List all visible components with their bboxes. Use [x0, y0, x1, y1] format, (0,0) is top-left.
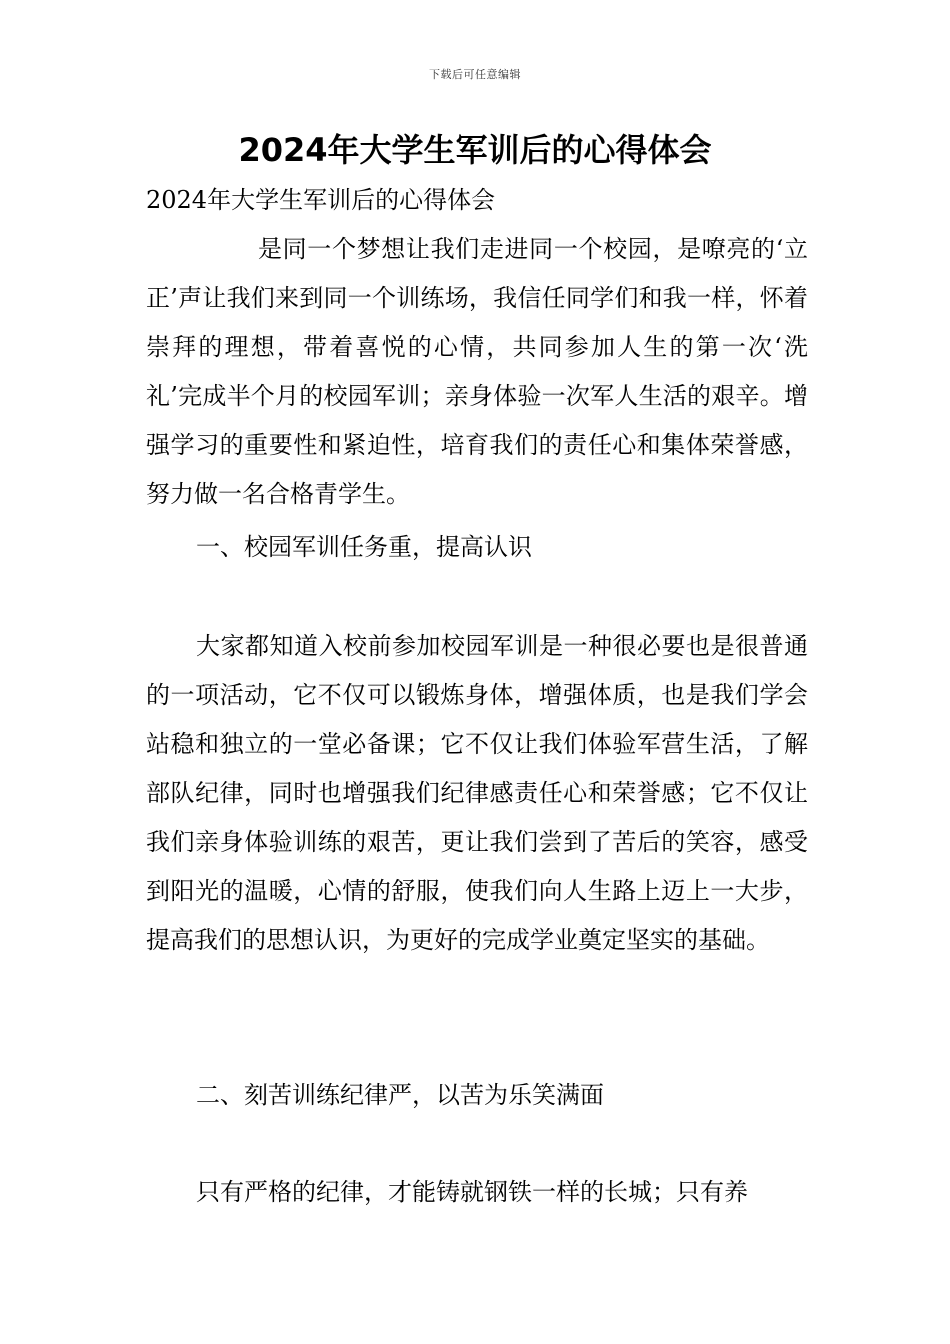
section-two-paragraph: 只有严格的纪律，才能铸就钢铁一样的长城；只有养	[196, 1178, 748, 1206]
intro-paragraph: 是同一个梦想让我们走进同一个校园，是嘹亮的‘立正’声让我们来到同一个训练场，我信任同学们和我一样，怀着崇拜的理想，带着喜悦的心情，共同参加人生的第一次‘洗礼’完成半个月的校园军训；亲身体验一次军人生活的艰辛。增强学习的重要性和紧迫性，培育我们的责任心和集体荣誉感，努力做一名合格青学生。	[146, 235, 808, 508]
document-title: 2024年大学生军训后的心得体会	[238, 131, 712, 169]
section-heading-two: 二、刻苦训练纪律严，以苦为乐笑满面	[196, 1081, 604, 1109]
section-one-paragraph: 大家都知道入校前参加校园军训是一种很必要也是很普通的一项活动，它不仅可以锻炼身体，增强体质，也是我们学会站稳和独立的一堂必备课；它不仅让我们体验军营生活，了解部队纪律，同时也增强我们纪律感责任心和荣誉感；它不仅让我们亲身体验训练的艰苦，更让我们尝到了苦后的笑容，感受到阳光的温暖，心情的舒服，使我们向人生路上迈上一大步，提高我们的思想认识，为更好的完成学业奠定坚实的基础。	[146, 632, 808, 954]
section-heading-one: 一、校园军训任务重，提高认识	[196, 533, 532, 561]
header-note: 下载后可任意编辑	[429, 68, 521, 81]
document-subtitle: 2024年大学生军训后的心得体会	[146, 186, 496, 214]
